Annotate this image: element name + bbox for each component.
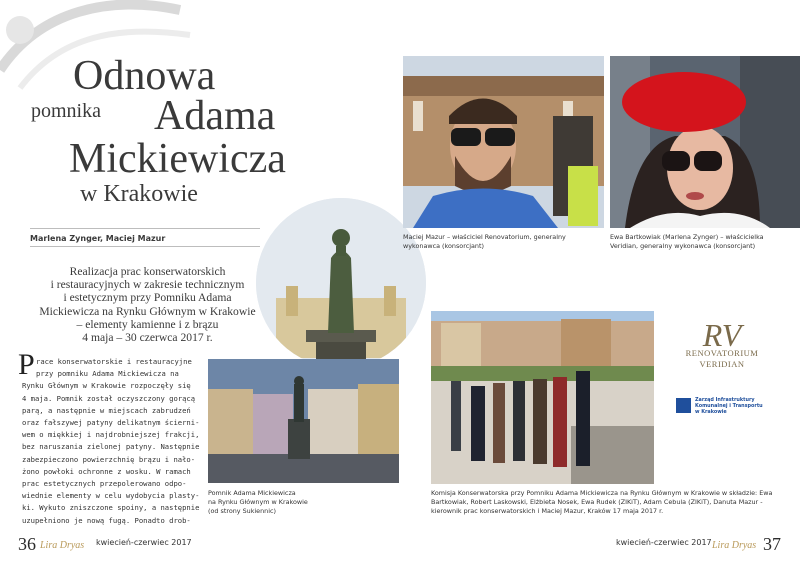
renovatorium-veridian-wordmark (672, 348, 772, 370)
body-line: wem o miękkiej i najdrobniejszej frakcji, (22, 430, 200, 440)
lead-paragraph (30, 265, 265, 344)
caption-line: na Rynku Głównym w Krakowie (208, 498, 308, 507)
zikit-logo-icon (676, 398, 691, 413)
magazine-logo-left: Lira Dryas (40, 540, 85, 551)
caption-monument (208, 489, 308, 517)
caption-maciej-mazur (403, 233, 566, 251)
caption-line: Veridian, generalny wykonawca (konsorcjant) (610, 242, 756, 251)
caption-line: Ewa Bartkowiak (Marlena Zynger) – właścicielka (610, 233, 764, 241)
monogram-text: RV (702, 317, 742, 353)
caption-line: (od strony Sukiennic) (208, 507, 276, 516)
divider-bottom (30, 246, 260, 247)
page-number-right: 37 (763, 534, 781, 554)
photo-monument-square (208, 359, 399, 483)
statue-circle-photo (256, 198, 426, 368)
body-line: race konserwatorskie i restauracyjne (36, 357, 192, 366)
body-line: wiednie elementy w celu wydobycia plasty- (22, 491, 200, 501)
zikit-line: w Krakowie (695, 409, 727, 415)
lead-line: 4 maja – 30 czerwca 2017 r. (82, 331, 213, 345)
caption-ewa-bartkowiak (610, 233, 764, 251)
article-authors: Marlena Zynger, Maciej Mazur (30, 234, 166, 243)
logo-veridian: VERIDIAN (699, 359, 745, 369)
photo-maciej-mazur (403, 56, 604, 228)
logo-renovatorium: RENOVATORIUM (685, 348, 759, 358)
lead-line: Realizacja prac konserwatorskich (69, 265, 226, 278)
body-dropcap: P (18, 348, 35, 381)
magazine-logo-right: Lira Dryas (712, 540, 757, 551)
caption-commission (431, 489, 772, 517)
caption-line: Bartkowiak, Robert Laskowski, Elżbieta Nosek, Ewa Rudek (ZIKiT), Adam Cebula (ZIKiT), Danuta Mazur - (431, 498, 763, 507)
zikit-logo-text (695, 397, 763, 415)
caption-line: Pomnik Adama Mickiewicza (208, 489, 296, 497)
title-line-adama: Adama (154, 93, 276, 139)
caption-line: wykonawca (konsorcjant) (403, 242, 484, 251)
zikit-line: Zarząd Infrastruktury (695, 397, 755, 403)
body-line: prac estetycznych przepolerowano odpo- (22, 479, 187, 489)
body-line: bez naruszania zielonej patyny. Następnie (22, 442, 200, 452)
body-line: uzupełniono je nową fugą. Ponadto drob- (22, 515, 191, 525)
page-number-left: 36 (18, 534, 36, 554)
body-text-column (22, 356, 200, 527)
body-line: ki. Wykuto zniszczone spoiny, a następnie (22, 503, 200, 513)
body-line: żono powłoki ochronne z wosku. W ramach (22, 466, 191, 476)
body-line: przy pomniku Adama Mickiewicza na (36, 369, 179, 379)
photo-ewa-bartkowiak (610, 56, 800, 228)
zikit-line: Komunalnej i Transportu (695, 403, 763, 409)
caption-line: Maciej Mazur – właściciel Renovatorium, generalny (403, 233, 566, 241)
body-line: 4 maja. Pomnik został oczyszczony gorącą (22, 393, 196, 403)
body-line: zabezpieczono powierzchnię brązu i nało- (22, 454, 196, 464)
title-line-mickiewicza: Mickiewicza (69, 136, 286, 182)
body-line: oraz fałszywej patyny delikatnym ścierni- (22, 418, 200, 428)
lead-line: i estetycznym przy Pomniku Adama (63, 291, 232, 305)
title-line-odnowa: Odnowa (73, 53, 216, 99)
issue-date-left: kwiecień-czerwiec 2017 (96, 538, 192, 547)
title-line-pomnika: pomnika (31, 100, 101, 122)
caption-line: Komisja Konserwatorska przy Pomniku Adama Mickiewicza na Rynku Głównym w Krakowie w składzie: Ewa (431, 489, 773, 497)
lead-line: Mickiewicza na Rynku Głównym w Krakowie (39, 304, 256, 318)
divider-top (30, 228, 260, 229)
photo-conservation-commission (431, 311, 654, 484)
caption-line: kierownik prac konserwatorskich i Maciej Mazur, Kraków 17 maja 2017 r. (431, 507, 664, 516)
issue-date-right: kwiecień-czerwiec 2017 (616, 538, 712, 547)
lead-line: – elementy kamienne i z brązu (76, 317, 219, 331)
title-line-w-krakowie: w Krakowie (80, 181, 198, 207)
body-line: Rynku Głównym w Krakowie rozpoczęły się (22, 381, 191, 391)
lead-line: i restauracyjnych w zakresie technicznym (50, 278, 245, 292)
body-line: parą, a następnie w miejscach zabrudzeń (22, 405, 191, 415)
